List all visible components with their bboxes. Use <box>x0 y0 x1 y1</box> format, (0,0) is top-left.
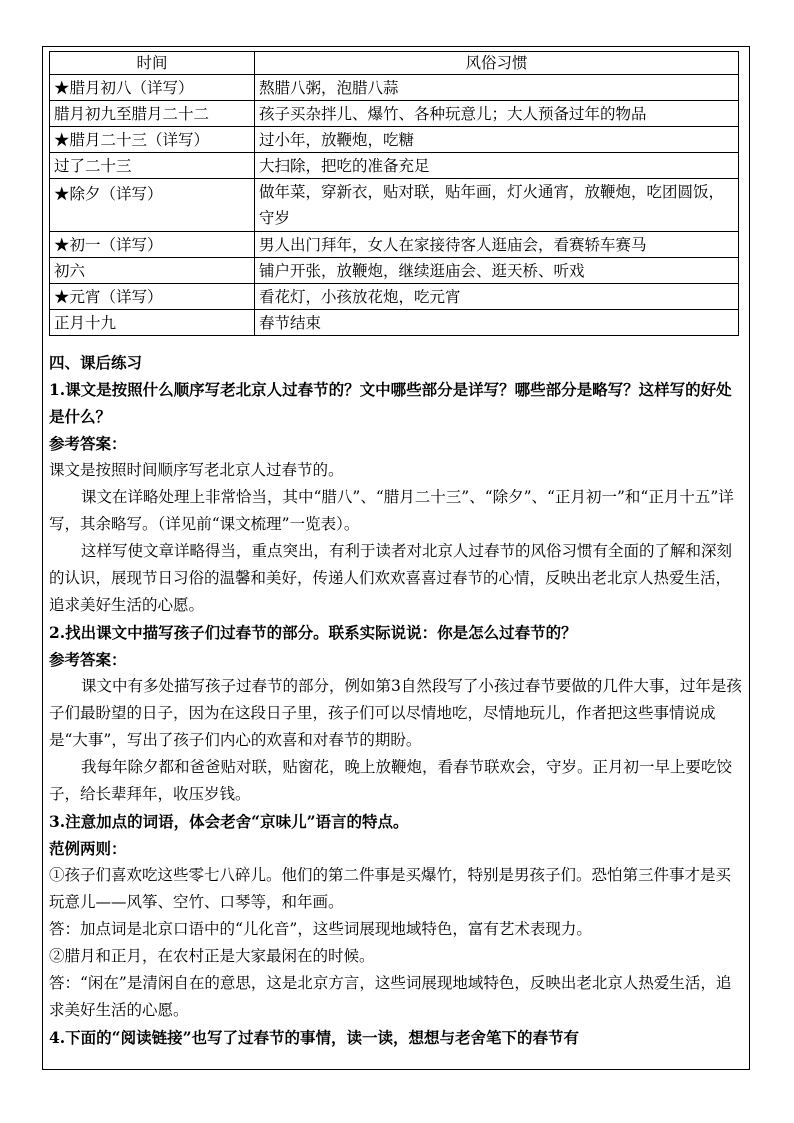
table-row <box>50 153 739 179</box>
header-custom: 风俗习惯 <box>255 52 739 75</box>
time-cell: ★腊月二十三（详写） <box>50 127 255 153</box>
question-4: 4.下面的“阅读链接”也写了过春节的事情，读一读，想想与老舍笔下的春节有 <box>49 1028 580 1047</box>
reference-answer-label: 参考答案： <box>49 650 127 669</box>
answer-paragraph: 课文中有多处描写孩子过春节的部分，例如第3自然段写了小孩过春节要做的几件大事，过年是孩子们最盼望的日子，因为在这段日子里，孩子们可以尽情地吃，尽情地玩儿，作者把这些事情说成是“大事”，写出了孩子们内心的欢喜和对春节的期盼。 <box>49 677 742 749</box>
custom-cell: 春节结束 <box>255 310 739 336</box>
custom-cell: 过小年，放鞭炮，吃糖 <box>255 127 739 153</box>
time-cell: ★元宵（详写） <box>50 284 255 310</box>
question-1: 1.课文是按照什么顺序写老北京人过春节的？文中哪些部分是详写？哪些部分是略写？这样写的好处是什么？ <box>49 380 732 426</box>
examples-label: 范例两则： <box>49 839 127 858</box>
time-cell: ★初一（详写） <box>50 232 255 258</box>
customs-table <box>49 51 739 336</box>
custom-cell: 大扫除，把吃的准备充足 <box>255 153 739 179</box>
table-row <box>50 284 739 310</box>
section-title: 四、课后练习 <box>49 353 143 372</box>
table-row <box>50 101 739 127</box>
question-2: 2.找出课文中描写孩子们过春节的部分。联系实际说说：你是怎么过春节的？ <box>49 623 577 642</box>
answer-paragraph: 课文是按照时间顺序写老北京人过春节的。 <box>49 461 344 479</box>
table-row <box>50 75 739 101</box>
custom-cell: 铺户开张，放鞭炮，继续逛庙会、逛天桥、听戏 <box>255 258 739 284</box>
table-row <box>50 232 739 258</box>
example-1: ①孩子们喜欢吃这些零七八碎儿。他们的第二件事是买爆竹，特别是男孩子们。恐怕第三件事才是买玩意儿——风筝、空竹、口琴等，和年画。 <box>49 866 732 911</box>
custom-cell: 孩子买杂拌儿、爆竹、各种玩意儿；大人预备过年的物品 <box>255 101 739 127</box>
time-cell: 腊月初九至腊月二十二 <box>50 101 255 127</box>
table-row <box>50 258 739 284</box>
example-2-answer: 答：“闲在”是清闲自在的意思，这是北京方言，这些词展现地域特色，反映出老北京人热爱生活，追求美好生活的心愿。 <box>49 974 732 1019</box>
example-1-answer: 答：加点词是北京口语中的“儿化音”，这些词展现地域特色，富有艺术表现力。 <box>49 920 592 938</box>
example-2: ②腊月和正月，在农村正是大家最闲在的时候。 <box>49 947 375 965</box>
time-cell: ★腊月初八（详写） <box>50 75 255 101</box>
reference-answer-label: 参考答案： <box>49 434 127 453</box>
exercise-section <box>49 349 743 1051</box>
answer-paragraph: 这样写使文章详略得当，重点突出，有利于读者对北京人过春节的风俗习惯有全面的了解和深刻的认识，展现节日习俗的温馨和美好，传递人们欢欢喜喜过春节的心情，反映出老北京人热爱生活，追求美好生活的心愿。 <box>49 542 733 614</box>
table-row <box>50 127 739 153</box>
time-cell: ★除夕（详写） <box>50 179 255 232</box>
time-cell: 过了二十三 <box>50 153 255 179</box>
question-3: 3.注意加点的词语，体会老舍“京味儿”语言的特点。 <box>49 812 409 831</box>
time-cell: 正月十九 <box>50 310 255 336</box>
custom-cell: 做年菜，穿新衣，贴对联，贴年画，灯火通宵，放鞭炮，吃团圆饭，守岁 <box>255 179 739 232</box>
answer-paragraph: 我每年除夕都和爸爸贴对联，贴窗花，晚上放鞭炮，看春节联欢会，守岁。正月初一早上要吃饺子，给长辈拜年，收压岁钱。 <box>49 758 733 803</box>
table-row <box>50 310 739 336</box>
answer-paragraph: 课文在详略处理上非常恰当，其中“腊八”、“腊月二十三”、“除夕”、“正月初一”和“正月十五”详写，其余略写。（详见前“课文梳理”一览表）。 <box>49 488 734 533</box>
table-row <box>50 179 739 232</box>
table-header-row <box>50 52 739 75</box>
header-time: 时间 <box>50 52 255 75</box>
time-cell: 初六 <box>50 258 255 284</box>
custom-cell: 看花灯，小孩放花炮，吃元宵 <box>255 284 739 310</box>
custom-cell: 男人出门拜年，女人在家接待客人逛庙会，看赛轿车赛马 <box>255 232 739 258</box>
frame-top-line <box>42 46 750 47</box>
custom-cell: 熬腊八粥，泡腊八蒜 <box>255 75 739 101</box>
